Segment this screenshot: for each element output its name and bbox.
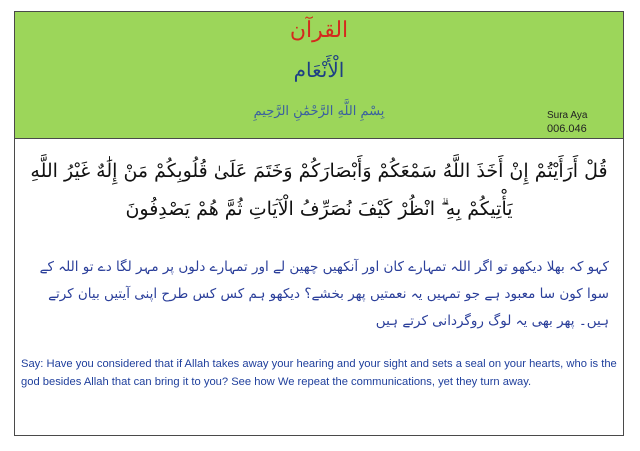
surah-title: الْأَنْعَام [293, 58, 345, 82]
sura-aya-number: 006.046 [547, 123, 587, 135]
urdu-translation: کہو کہ بھلا دیکھو تو اگر اللہ تمہارے کان اور آنکھیں چھین لے اور تمہارے دلوں پر مہر لگا دے تو اللہ کے سوا کون سا معبود ہے جو تمہیں یہ نعمتیں پھر بخشے؟ دیکھو ہم کس کس طرح اپنی آیتیں بیان کرتے ہیں۔ پھر بھی یہ لوگ روگردانی کرتے ہیں [39, 259, 609, 329]
sura-aya-label: Sura Aya [547, 110, 588, 121]
header-banner [15, 12, 623, 139]
arabic-verse: قُلْ أَرَأَيْتُمْ إِنْ أَخَذَ اللَّهُ سَمْعَكُمْ وَأَبْصَارَكُمْ وَخَتَمَ عَلَىٰ قُلُوبِكُمْ مَنْ إِلَٰهٌ غَيْرُ اللَّهِ يَأْتِيكُمْ بِهِ ۗ انْظُرْ كَيْفَ نُصَرِّفُ الْآيَاتِ ثُمَّ هُمْ يَصْدِفُونَ [30, 160, 608, 220]
english-translation: Say: Have you considered that if Allah takes away your hearing and your sight and sets a seal on your hearts, who is the god besides Allah that can bring it to you? See how We repeat the communications, yet they turn away. [21, 358, 617, 388]
verse-card [14, 11, 624, 436]
bismillah-text: بِسْمِ اللَّهِ الرَّحْمَٰنِ الرَّحِيمِ [253, 104, 385, 119]
quran-title: القرآن [289, 18, 349, 43]
